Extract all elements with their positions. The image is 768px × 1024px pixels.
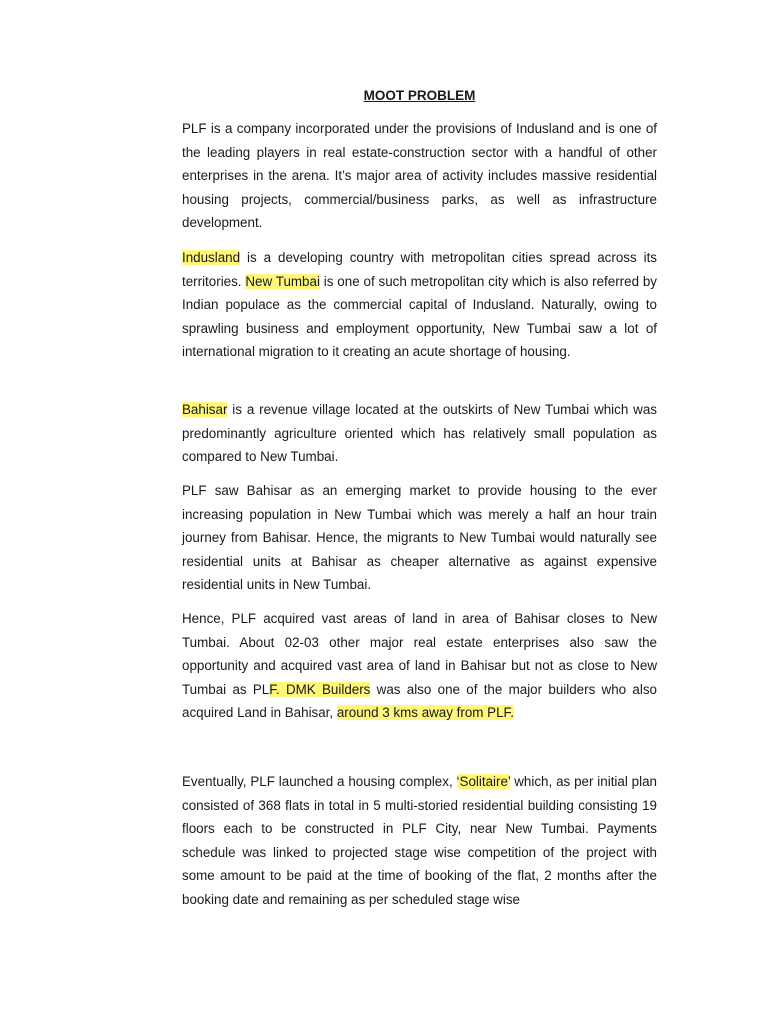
paragraph-text: was also one of the major builders who also acquired Land in Bahisar, — [182, 681, 657, 721]
paragraph-text: Eventually, PLF launched a housing complex, — [182, 774, 457, 789]
paragraph-text: Hence, PLF acquired vast areas of land in area of Bahisar closes to New Tumbai. About 02-03 other major real estate enterprises also saw the opportunity and acquired vast area of land in Bahisar but not as close to New Tumbai as PL — [182, 611, 657, 697]
paragraph-text: which, as per initial plan consisted of 368 flats in total in 5 multi-storied residential building consisting 19 floors each to be constructed in PLF City, near New Tumbai. Payments schedule was linked to projected stage wise competition of the project with some amount to be paid at the time of booking of the flat, 2 months after the booking date and remaining as per scheduled stage wise — [182, 774, 657, 907]
paragraph-text: PLF is a company incorporated under the provisions of Indusland and is one of the leading players in real estate-construction sector with a handful of other enterprises in the arena. It’s major area of activity includes massive residential housing projects, commercial/business parks, as well as infrastructure development. — [182, 121, 657, 231]
paragraph-3 — [182, 398, 657, 469]
highlighted-text: ‘Solitaire’ — [456, 774, 511, 789]
paragraph-text: is a developing country with metropolitan cities spread across its territories. — [182, 250, 657, 289]
paragraph-text: is one of such metropolitan city which is also referred by Indian populace as the commercial capital of Indusland. Naturally, owing to sprawling business and employment opportunity, New Tumbai saw a lot of international migration to it creating an acute shortage of housing. — [182, 273, 658, 360]
paragraph-text: is a revenue village located at the outskirts of New Tumbai which was predominantly agriculture oriented which has relatively small population as compared to New Tumbai. — [182, 402, 657, 465]
paragraph-5 — [182, 607, 657, 725]
highlighted-text: around 3 kms away from PLF. — [336, 705, 514, 721]
page-title: MOOT PROBLEM — [363, 88, 476, 103]
paragraph-6 — [182, 770, 657, 912]
highlighted-text: Indusland — [182, 250, 241, 265]
paragraph-1 — [182, 117, 657, 235]
paragraph-text: PLF saw Bahisar as an emerging market to provide housing to the ever increasing population in New Tumbai which was merely a half an hour train journey from Bahisar. Hence, the migrants to New Tumbai would naturally see residential units at Bahisar as cheaper alternative as against expensive residential units in New Tumbai. — [182, 483, 657, 593]
paragraph-4 — [182, 479, 657, 597]
highlighted-text: F. DMK Builders — [269, 681, 371, 697]
highlighted-text: Bahisar — [182, 402, 228, 417]
highlighted-text: New Tumbai — [245, 273, 320, 289]
paragraph-2 — [182, 246, 657, 364]
